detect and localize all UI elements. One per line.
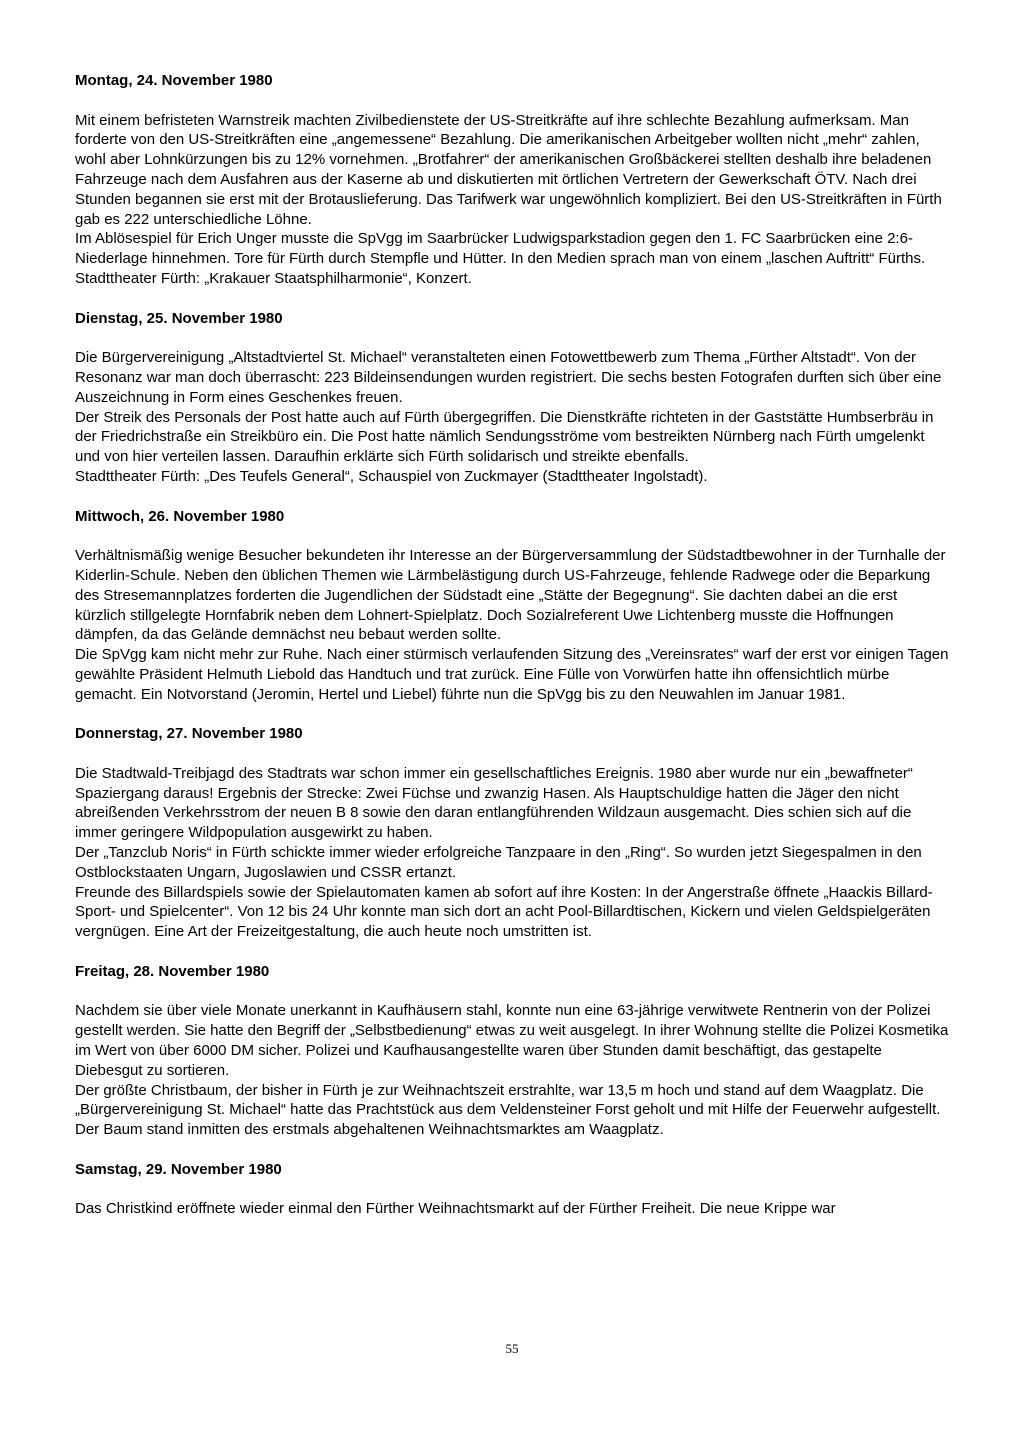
section-paragraph: Nachdem sie über viele Monate unerkannt in Kaufhäusern stahl, konnte nun eine 63-jährige verwitwete Rentnerin von der Polizei gestellt werden. Sie hatte den Begriff der „Selbstbedienung“ etwas zu weit ausgelegt. In ihrer Wohnung stellte die Polizei Kosmetika im Wert von über 6000 DM sicher. Polizei und Kaufhausangestellte waren über Stunden damit beschäftigt, das gestapelte Diebesgut zu sortieren. bbox=[75, 1002, 949, 1079]
section-date-heading: Freitag, 28. November 1980 bbox=[75, 962, 270, 980]
section-paragraph: Mit einem befristeten Warnstreik machten Zivilbedienstete der US-Streitkräfte auf ihre schlechte Bezahlung aufmerksam. Man forderte von den US-Streitkräften eine „angemessene“ Bezahlung. Die amerikanischen Arbeitgeber wollten nicht „mehr“ zahlen, wohl aber Lohnkürzungen bis zu 12% vornehmen. „Brotfahrer“ der amerikanischen Großbäckerei stellten deshalb ihre beladenen Fahrzeuge nach dem Ausfahren aus der Kaserne ab und diskutierten mit örtlichen Vertretern der Gewerkschaft ÖTV. Nach drei Stunden begannen sie erst mit der Brotauslieferung. Das Tarifwerk war ungewöhnlich kompliziert. Bei den US-Streitkräften in Fürth gab es 222 unterschiedliche Löhne. bbox=[75, 111, 942, 228]
page-number: 55 bbox=[505, 1341, 519, 1356]
section-date-heading: Samstag, 29. November 1980 bbox=[75, 1160, 282, 1178]
section-paragraph: Die SpVgg kam nicht mehr zur Ruhe. Nach einer stürmisch verlaufenden Sitzung des „Vereinsrates“ warf der erst vor einigen Tagen gewählte Präsident Helmuth Liebold das Handtuch und trat zurück. Eine Fülle von Vorwürfen hatte ihn offensichtlich mürbe gemacht. Ein Notvorstand (Jeromin, Hertel und Liebel) führte nun die SpVgg bis zu den Neuwahlen im Januar 1981. bbox=[75, 646, 949, 703]
section-paragraph: Der „Tanzclub Noris“ in Fürth schickte immer wieder erfolgreiche Tanzpaare in den „Ring“. So wurden jetzt Siegespalmen in den Ostblockstaaten Ungarn, Jugoslawien und CSSR ertanzt. bbox=[75, 844, 922, 881]
section-date-heading: Dienstag, 25. November 1980 bbox=[75, 309, 283, 327]
section-paragraph: Im Ablösespiel für Erich Unger musste die SpVgg im Saarbrücker Ludwigsparkstadion gegen den 1. FC Saarbrücken eine 2:6-Niederlage hinnehmen. Tore für Fürth durch Stempfle und Hütter. In den Medien sprach man von einem „laschen Auftritt“ Fürths. bbox=[75, 230, 926, 268]
section-paragraph: Die Bürgervereinigung „Altstadtviertel St. Michael“ veranstalteten einen Fotowettbewerb zum Thema „Fürther Altstadt“. Von der Resonanz war man doch überrascht: 223 Bildeinsendungen wurden registriert. Die sechs besten Fotografen durften sich über eine Auszeichnung in Form eines Geschenkes freuen. bbox=[75, 349, 942, 406]
section-paragraph: Verhältnismäßig wenige Besucher bekundeten ihr Interesse an der Bürgerversammlung der Südstadtbewohner in der Turnhalle der Kiderlin-Schule. Neben den üblichen Themen wie Lärmbelästigung durch US-Fahrzeuge, fehlende Radwege oder die Beparkung des Stresemannplatzes forderten die Jugendlichen der Südstadt eine „Stätte der Begegnung“. Sie dachten dabei an die erst kürzlich stillgelegte Hornfabrik neben dem Lohnert-Spielplatz. Doch Sozialreferent Uwe Lichtenberg musste die Hoffnungen dämpfen, da das Gelände demnächst neu bebaut werden sollte. bbox=[75, 547, 946, 644]
section-paragraph: Die Stadtwald-Treibjagd des Stadtrats war schon immer ein gesellschaftliches Ereignis. 1980 aber wurde nur ein „bewaffneter“ Spaziergang daraus! Ergebnis der Strecke: Zwei Füchse und zwanzig Hasen. Als Hauptschuldige hatten die Jäger den nicht abreißenden Verkehrsstrom der neuen B 8 sowie den daran entlangführenden Wildzaun ausgemacht. Dies schien sich auf die immer geringere Wildpopulation ausgewirkt zu haben. bbox=[75, 764, 913, 842]
section-paragraph: Stadttheater Fürth: „Krakauer Staatsphilharmonie“, Konzert. bbox=[75, 269, 472, 287]
section-paragraph: Freunde des Billardspiels sowie der Spielautomaten kamen ab sofort auf ihre Kosten: In der Angerstraße öffnete „Haackis Billard- Sport- und Spielcenter“. Von 12 bis 24 Uhr konnte man sich dort an acht Pool-Billardtischen, Kickern und vielen Geldspielgeräten vergnügen. Eine Art der Freizeitgestaltung, die auch heute noch umstritten ist. bbox=[75, 883, 933, 941]
section-date-heading: Montag, 24. November 1980 bbox=[75, 72, 273, 89]
section-paragraph: Stadttheater Fürth: „Des Teufels General“, Schauspiel von Zuckmayer (Stadttheater Ingolstadt). bbox=[75, 467, 708, 485]
section-paragraph: Der größte Christbaum, der bisher in Fürth je zur Weihnachtszeit erstrahlte, war 13,5 m hoch und stand auf dem Waagplatz. Die „Bürgervereinigung St. Michael“ hatte das Prachtstück aus dem Veldensteiner Forst geholt und mit Hilfe der Feuerwehr aufgestellt. Der Baum stand inmitten des erstmals abgehaltenen Weihnachtsmarktes am Waagplatz. bbox=[75, 1081, 941, 1139]
section-date-heading: Donnerstag, 27. November 1980 bbox=[75, 725, 303, 743]
section-paragraph: Das Christkind eröffnete wieder einmal den Fürther Weihnachtsmarkt auf der Fürther Freiheit. Die neue Krippe war bbox=[75, 1200, 836, 1218]
section-paragraph: Der Streik des Personals der Post hatte auch auf Fürth übergegriffen. Die Dienstkräfte richteten in der Gaststätte Humbserbräu in der Friedrichstraße ein Streikbüro ein. Die Post hatte nämlich Sendungsströme vom bestreikten Nürnberg nach Fürth umgelenkt und von hier verteilen lassen. Daraufhin erklärte sich Fürth solidarisch und streikte ebenfalls. bbox=[75, 408, 934, 466]
chronicle-section bbox=[75, 1160, 952, 1219]
section-date-heading: Mittwoch, 26. November 1980 bbox=[75, 507, 285, 525]
document-page bbox=[75, 71, 952, 1239]
chronicle-section bbox=[75, 962, 952, 1140]
chronicle-section bbox=[75, 71, 952, 289]
chronicle-section bbox=[75, 724, 952, 942]
chronicle-section bbox=[75, 309, 952, 487]
chronicle-section bbox=[75, 507, 952, 705]
